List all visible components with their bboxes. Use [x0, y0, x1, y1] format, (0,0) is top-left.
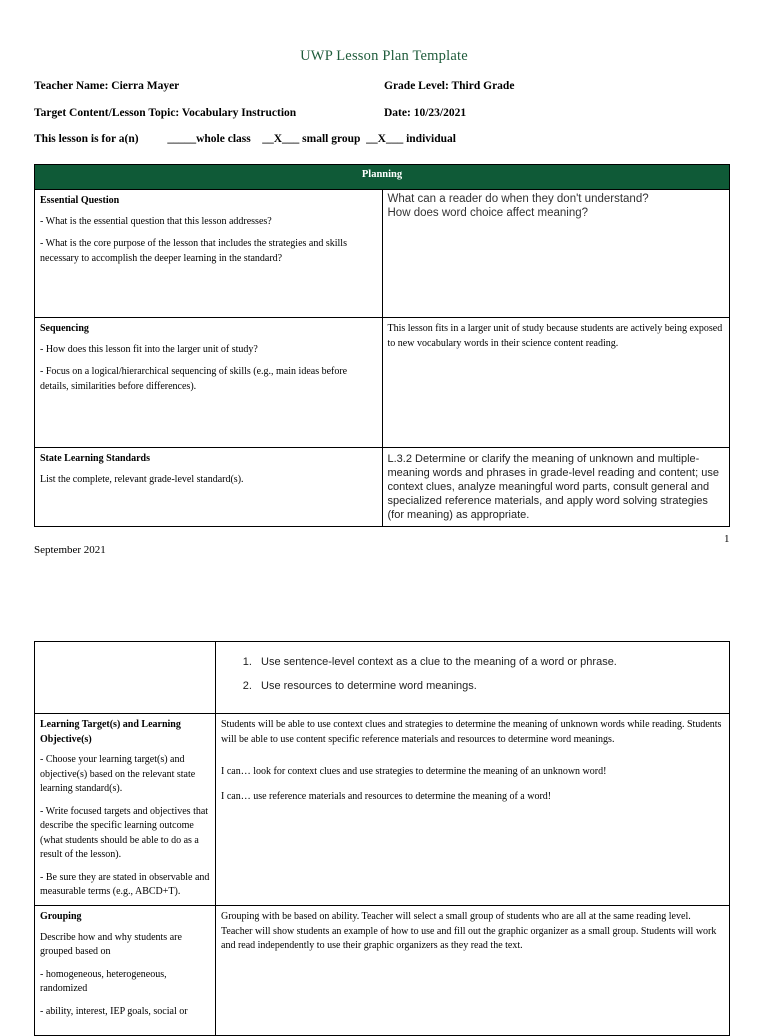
essential-question-answer	[382, 190, 730, 318]
planning-banner: Planning	[35, 165, 730, 190]
targets-prompt	[35, 714, 216, 906]
targets-answer-2: I can… look for context clues and use strategies to determine the meaning of an unknown word!	[221, 766, 607, 777]
grouping-prompt	[35, 906, 216, 1036]
sequencing-prompt-2: - Focus on a logical/hierarchical sequencing of skills (e.g., main ideas before details, similarities before differences).	[40, 366, 348, 392]
page-number: 1	[724, 533, 730, 545]
grouping-prompt-1: Describe how and why students are grouped based on	[40, 931, 182, 957]
lesson-audience: This lesson is for a(n) _____whole class __X___ small group __X___ individual	[34, 133, 456, 145]
targets-prompt-3: - Be sure they are stated in observable and measurable terms (e.g., ABCD+T).	[40, 871, 210, 897]
blank-cell	[35, 642, 216, 714]
targets-prompt-2: - Write focused targets and objectives that describe the specific learning outcome (what students should be able to do as a result of the lesson).	[40, 805, 209, 860]
sequencing-prompt	[35, 318, 383, 448]
lesson-topic: Target Content/Lesson Topic: Vocabulary Instruction	[34, 107, 297, 119]
objectives-list-cell	[216, 642, 730, 714]
targets-heading: Learning Target(s) and Learning Objective(s)	[40, 719, 181, 745]
grouping-answer: Grouping with be based on ability. Teacher will select a small group of students who are all at the same reading level. Teacher will show students an example of how to use and fill out the graphic organizer as a small group. Students will work and read independently to use their graphic organizers as they read the text.	[216, 906, 730, 1036]
lesson-date: Date: 10/23/2021	[384, 107, 467, 119]
grouping-prompt-3: - ability, interest, IEP goals, social or	[40, 1005, 188, 1017]
essential-question-prompt	[35, 190, 383, 318]
targets-answer-1: Students will be able to use context clues and strategies to determine the meaning of unknown words while reading. Students will be able to use content specific reference materials and resources to determine word meanings.	[221, 719, 722, 745]
document-title: UWP Lesson Plan Template	[300, 48, 468, 64]
objective-item: 1. Use sentence-level context as a clue to the meaning of a word or phrase.	[255, 656, 724, 668]
essential-question-line-1: What can a reader do when they don't understand?	[387, 193, 649, 205]
standards-prompt	[35, 448, 383, 527]
teacher-name: Teacher Name: Cierra Mayer	[34, 80, 180, 92]
sequencing-prompt-1: - How does this lesson fit into the larger unit of study?	[40, 343, 258, 355]
grouping-prompt-2: - homogeneous, heterogeneous, randomized	[40, 968, 167, 994]
essential-question-heading: Essential Question	[40, 195, 120, 206]
sequencing-answer: This lesson fits in a larger unit of study because students are actively being exposed to new vocabulary words in their science content reading.	[382, 318, 730, 448]
standards-prompt-text: List the complete, relevant grade-level standard(s).	[40, 473, 244, 485]
standards-heading: State Learning Standards	[40, 453, 151, 464]
planning-table-continued	[34, 641, 730, 1036]
targets-answer	[216, 714, 730, 906]
objectives-list	[221, 656, 724, 692]
targets-prompt-1: - Choose your learning target(s) and objective(s) based on the relevant state learning standard(s).	[40, 754, 196, 794]
planning-table	[34, 164, 730, 527]
essential-question-prompt-2: - What is the core purpose of the lesson that includes the strategies and skills necessary to accomplish the deeper learning in the standard?	[40, 238, 347, 264]
targets-answer-3: I can… use reference materials and resources to determine the meaning of a word!	[221, 790, 552, 802]
grade-level: Grade Level: Third Grade	[384, 80, 515, 92]
sequencing-heading: Sequencing	[40, 323, 89, 334]
essential-question-prompt-1: - What is the essential question that this lesson addresses?	[40, 215, 272, 227]
footer-date: September 2021	[34, 544, 106, 556]
standards-answer: L.3.2 Determine or clarify the meaning of unknown and multiple-meaning words and phrases in grade-level reading and content; use context clues, analyze meaningful word parts, consult general and specialized reference materials, and apply word solving strategies (for meaning) as appropriate.	[382, 448, 730, 527]
objective-item: 2. Use resources to determine word meanings.	[255, 680, 724, 692]
essential-question-line-2: How does word choice affect meaning?	[387, 207, 589, 219]
grouping-heading: Grouping	[40, 911, 82, 922]
